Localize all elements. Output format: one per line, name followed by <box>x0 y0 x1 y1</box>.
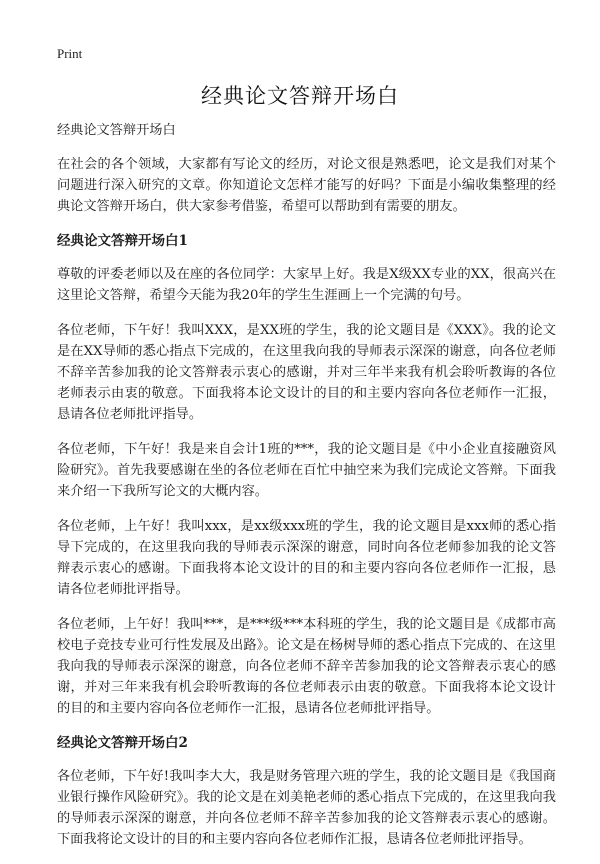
document-subtitle: 经典论文答辩开场白 <box>57 123 176 138</box>
section1-paragraph-5: 各位老师，上午好！我叫***，是***级***本科班的学生，我的论文题目是《成都市高校电子竞技专业可行性发展及出路》。论文是在杨树导师的悉心指点下完成的、在这里我向我的导师表示深深的谢意，向各位老师不辞辛苦参加我的论文答辩表示衷心的感谢，并对三年来我有机会聆听教诲的各位老师表示由衷的敬意。下面我将本论文设计的目的和主要内容向各位老师作一汇报，恳请各位老师批评指导。 <box>57 617 556 716</box>
section1-paragraph-4: 各位老师，上午好！我叫xxx，是xx级xxx班的学生，我的论文题目是xxx师的悉心指导下完成的，在这里我向我的导师表示深深的谢意，同时向各位老师参加我的论文答辩表示衷心的感谢。下面我将本论文设计的目的和主要内容向各位老师作一汇报，恳请各位老师批评指导。 <box>57 519 556 597</box>
section1-paragraph-2: 各位老师，下午好！我叫XXX，是XX班的学生，我的论文题目是《XXX》。我的论文是在XX导师的悉心指点下完成的，在这里我向我的导师表示深深的谢意，向各位老师不辞辛苦参加我的论文答辩表示衷心的感谢，并对三年半来我有机会聆听教诲的各位老师表示由衷的敬意。下面我将本论文设计的目的和主要内容向各位老师作一汇报，恳请各位老师批评指导。 <box>57 323 556 422</box>
section-heading-1: 经典论文答辩开场白1 <box>57 233 188 249</box>
section1-paragraph-1: 尊敬的评委老师以及在座的各位同学：大家早上好。我是X级XX专业的XX，很高兴在这里论文答辩，希望今天能为我20年的学生生涯画上一个完满的句号。 <box>57 267 556 303</box>
document-body <box>57 120 556 864</box>
page-title: 经典论文答辩开场白 <box>201 84 399 108</box>
section-heading-2: 经典论文答辩开场白2 <box>57 735 188 751</box>
intro-paragraph: 在社会的各个领域，大家都有写论文的经历，对论文很是熟悉吧，论文是我们对某个问题进行深入研究的文章。你知道论文怎样才能写的好吗？下面是小编收集整理的经典论文答辩开场白，供大家参考借鉴，希望可以帮助到有需要的朋友。 <box>57 157 556 214</box>
print-link[interactable]: Print <box>57 46 83 61</box>
section2-paragraph-1: 各位老师，下午好!我叫李大大，我是财务管理六班的学生，我的论文题目是《我国商业银行操作风险研究》。我的论文是在刘美艳老师的悉心指点下完成的，在这里我向我的导师表示深深的谢意，并向各位老师不辞辛苦参加我的论文答辩表示衷心的感谢。下面我将论文设计的目的和主要内容向各位老师作汇报，恳请各位老师批评指导。 <box>57 769 556 847</box>
section1-paragraph-3: 各位老师，下午好！我是来自会计1班的***，我的论文题目是《中小企业直接融资风险研究》。首先我要感谢在坐的各位老师在百忙中抽空来为我们完成论文答辩。下面我来介绍一下我所写论文的大概内容。 <box>57 442 556 499</box>
